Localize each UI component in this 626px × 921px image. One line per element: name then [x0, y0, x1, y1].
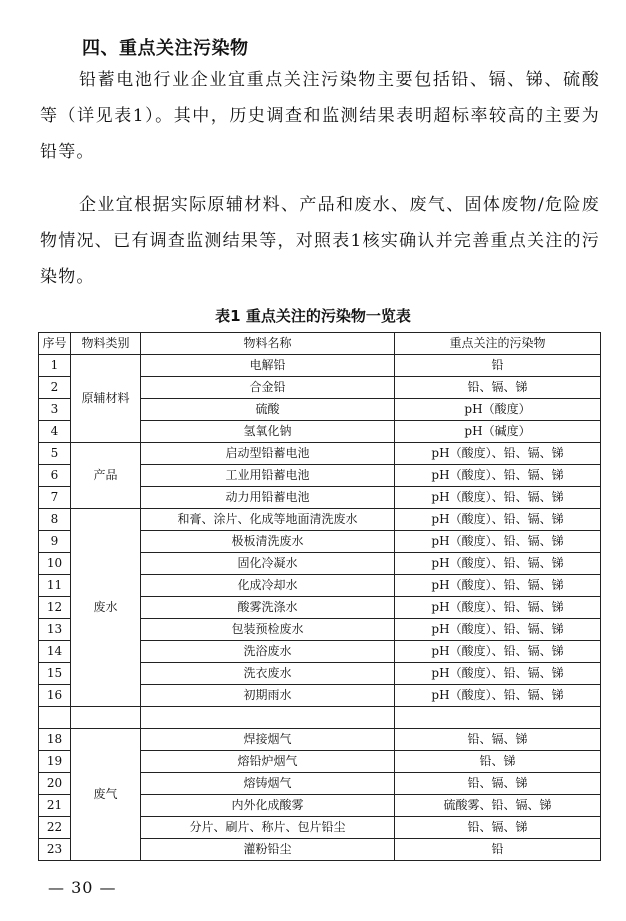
- cell-no: 2: [39, 377, 71, 399]
- cell-no: 9: [39, 531, 71, 553]
- cell-pollutants: pH（酸度）、铅、镉、锑: [395, 509, 601, 531]
- cell-no: 6: [39, 465, 71, 487]
- cell-name: 氢氧化钠: [141, 421, 395, 443]
- header-name: 物料名称: [141, 333, 395, 355]
- cell-category: [71, 707, 141, 729]
- header-no: 序号: [39, 333, 71, 355]
- cell-pollutants: pH（酸度）、铅、镉、锑: [395, 619, 601, 641]
- cell-name: 硫酸: [141, 399, 395, 421]
- cell-no: 11: [39, 575, 71, 597]
- cell-pollutants: 铅、锑: [395, 751, 601, 773]
- cell-pollutants: pH（酸度）、铅、镉、锑: [395, 685, 601, 707]
- cell-name: 电解铅: [141, 355, 395, 377]
- cell-no: 4: [39, 421, 71, 443]
- cell-name: 启动型铅蓄电池: [141, 443, 395, 465]
- cell-pollutants: 铅: [395, 355, 601, 377]
- cell-pollutants: pH（碱度）: [395, 421, 601, 443]
- header-pollutants: 重点关注的污染物: [395, 333, 601, 355]
- cell-category: 废气: [71, 729, 141, 861]
- cell-no: 5: [39, 443, 71, 465]
- cell-name: 动力用铅蓄电池: [141, 487, 395, 509]
- cell-pollutants: [395, 707, 601, 729]
- cell-name: 酸雾洗涤水: [141, 597, 395, 619]
- cell-no: 23: [39, 839, 71, 861]
- paragraph-2: 企业宜根据实际原辅材料、产品和废水、废气、固体废物/危险废物情况、已有调查监测结果等，对照表1核实确认并完善重点关注的污染物。: [40, 195, 600, 287]
- table-row: [39, 443, 601, 465]
- cell-name: 工业用铅蓄电池: [141, 465, 395, 487]
- section-heading: 四、重点关注污染物: [82, 38, 249, 59]
- cell-no: 1: [39, 355, 71, 377]
- cell-no: 21: [39, 795, 71, 817]
- cell-no: 3: [39, 399, 71, 421]
- cell-name: [141, 707, 395, 729]
- cell-name: 内外化成酸雾: [141, 795, 395, 817]
- table-body: [39, 355, 601, 861]
- cell-name: 熔铸烟气: [141, 773, 395, 795]
- cell-pollutants: pH（酸度）、铅、镉、锑: [395, 465, 601, 487]
- cell-pollutants: pH（酸度）、铅、镉、锑: [395, 641, 601, 663]
- cell-pollutants: pH（酸度）、铅、镉、锑: [395, 443, 601, 465]
- cell-name: 熔铅炉烟气: [141, 751, 395, 773]
- cell-name: 固化冷凝水: [141, 553, 395, 575]
- cell-name: 初期雨水: [141, 685, 395, 707]
- cell-pollutants: pH（酸度）、铅、镉、锑: [395, 575, 601, 597]
- table-row: [39, 707, 601, 729]
- cell-pollutants: pH（酸度）: [395, 399, 601, 421]
- cell-name: 合金铅: [141, 377, 395, 399]
- cell-pollutants: 铅、镉、锑: [395, 729, 601, 751]
- cell-no: 8: [39, 509, 71, 531]
- cell-category: 产品: [71, 443, 141, 509]
- pollutant-table: [38, 332, 601, 861]
- cell-no: 19: [39, 751, 71, 773]
- header-category: 物料类别: [71, 333, 141, 355]
- cell-category: 原辅材料: [71, 355, 141, 443]
- cell-name: 分片、刷片、称片、包片铅尘: [141, 817, 395, 839]
- cell-pollutants: 铅: [395, 839, 601, 861]
- cell-no: 7: [39, 487, 71, 509]
- cell-pollutants: 铅、镉、锑: [395, 377, 601, 399]
- cell-name: 洗衣废水: [141, 663, 395, 685]
- cell-no: 14: [39, 641, 71, 663]
- table-row: [39, 355, 601, 377]
- cell-category: 废水: [71, 509, 141, 707]
- page-number: — 30 —: [48, 878, 117, 897]
- cell-name: 包装预检废水: [141, 619, 395, 641]
- table-caption: 表1 重点关注的污染物一览表: [215, 307, 411, 325]
- cell-pollutants: pH（酸度）、铅、镉、锑: [395, 597, 601, 619]
- cell-no: 22: [39, 817, 71, 839]
- cell-no: [39, 707, 71, 729]
- cell-pollutants: pH（酸度）、铅、镉、锑: [395, 553, 601, 575]
- cell-no: 10: [39, 553, 71, 575]
- table-row: [39, 729, 601, 751]
- cell-no: 20: [39, 773, 71, 795]
- cell-pollutants: pH（酸度）、铅、镉、锑: [395, 531, 601, 553]
- cell-pollutants: 铅、镉、锑: [395, 773, 601, 795]
- cell-no: 13: [39, 619, 71, 641]
- cell-pollutants: pH（酸度）、铅、镉、锑: [395, 663, 601, 685]
- paragraph-1: 铅蓄电池行业企业宜重点关注污染物主要包括铅、镉、锑、硫酸等（详见表1）。其中，历史调查和监测结果表明超标率较高的主要为铅等。: [40, 70, 600, 162]
- cell-pollutants: 硫酸雾、铅、镉、锑: [395, 795, 601, 817]
- cell-no: 12: [39, 597, 71, 619]
- cell-no: 18: [39, 729, 71, 751]
- table-header-row: [39, 333, 601, 355]
- cell-name: 化成冷却水: [141, 575, 395, 597]
- cell-pollutants: 铅、镉、锑: [395, 817, 601, 839]
- cell-name: 洗浴废水: [141, 641, 395, 663]
- table-row: [39, 509, 601, 531]
- cell-name: 和膏、涂片、化成等地面清洗废水: [141, 509, 395, 531]
- cell-no: 16: [39, 685, 71, 707]
- cell-pollutants: pH（酸度）、铅、镉、锑: [395, 487, 601, 509]
- cell-name: 极板清洗废水: [141, 531, 395, 553]
- cell-no: 15: [39, 663, 71, 685]
- cell-name: 灌粉铅尘: [141, 839, 395, 861]
- cell-name: 焊接烟气: [141, 729, 395, 751]
